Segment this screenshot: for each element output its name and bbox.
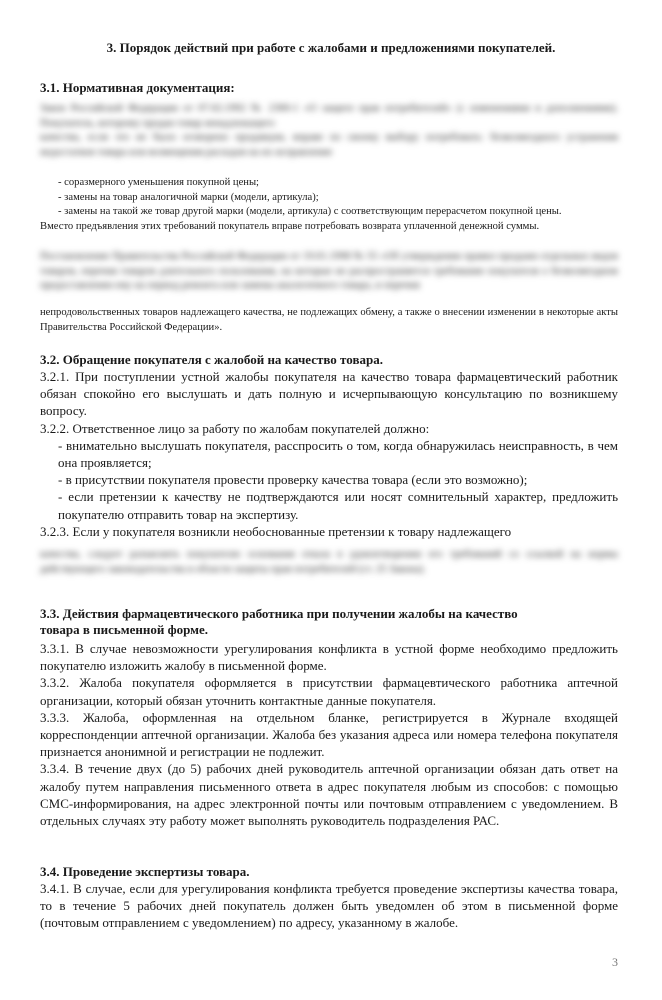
blurred-text-block-mid (40, 250, 618, 294)
paragraph-3-2-3: 3.2.3. Если у покупателя возникли необоснованные претензии к товару надлежащего (40, 523, 512, 539)
duty-item: - внимательно выслушать покупателя, расспросить о том, когда обнаружилась неисправность, в чем она проявляется; (58, 437, 618, 471)
blurred-text-block-bottom: качества, следует разъяснить покупателю основания отказа в удовлетворении его требований со ссылкой на нормы действующего законодательства в области защиты прав потребителей (ст. 25 Закона). (40, 549, 618, 575)
duty-item: - в присутствии покупателя провести проверку качества товара (если это возможно); (58, 472, 528, 488)
list-item: - замены на товар аналогичной марки (модели, артикула); (58, 191, 319, 203)
heading-3-4: 3.4. Проведение экспертизы товара. (40, 864, 250, 879)
heading-3-3 (40, 606, 618, 638)
paragraph-3-3-2: 3.3.2. Жалоба покупателя оформляется в присутствии фармацевтического работника аптечной организации, который обязан уточнить контактные данные покупателя. (40, 675, 618, 708)
heading-3-2: 3.2. Обращение покупателя с жалобой на качество товара. (40, 352, 383, 367)
list-item: - замены на такой же товар другой марки (модели, артикула) с соответствующим перерасчетом покупной цены. (58, 206, 562, 218)
paragraph-3-3-1: 3.3.1. В случае невозможности урегулирования конфликта в устной форме необходимо предложить покупателю изложить жалобу в письменной форме. (40, 641, 618, 674)
remedy-list (40, 176, 618, 234)
blurred-line: Закон Российской Федерации от 07.02.1992 № 2300-1 «О защите прав потребителей» (с изменениями и дополнениями). Покупатель, которому продан товар ненадлежащего (40, 103, 618, 129)
paragraph-3-4-1: 3.4.1. В случае, если для урегулирования конфликта требуется проведение экспертизы качества товара, то в течение 5 рабочих дней покупатель должен быть уведомлен об этом в письменной форме (почтовым отправлением с уведомлением) по адресу, указанному в жалобе. (40, 881, 618, 931)
list-item: - соразмерного уменьшения покупной цены; (58, 177, 260, 188)
paragraph-3-2-1: 3.2.1. При поступлении устной жалобы покупателя на качество товара фармацевтический работник обязан спокойно его выслушать и дать полную и исчерпывающую консультацию по возникшему вопросу. (40, 369, 618, 419)
heading-3-3-line-2: товара в письменной форме. (40, 622, 209, 637)
regulation-tail: непродовольственных товаров надлежащего качества, не подлежащих обмену, а также о внесении изменении в некоторые акты Правительства Российской Федерации». (40, 307, 618, 333)
refund-note: Вместо предъявления этих требований покупатель вправе потребовать возврата уплаченной денежной суммы. (40, 220, 540, 232)
blurred-line: Постановление Правительства Российской Федерации от 19.01.1998 № 55 «Об утверждении правил продажи отдельных видов товаров, перечня товаров длительного пользования, на которые не распространяется требование покупателя о безвозмездном предоставлении ему на период ремонта или замены аналогичного товара, и перечня (40, 251, 618, 292)
duty-item: - если претензии к качеству не подтверждаются или носят сомнительный характер, предложить покупателю отправить товар на экспертизу. (58, 489, 618, 522)
heading-3-1: 3.1. Нормативная документация: (40, 80, 235, 95)
section-3-3-body (40, 640, 618, 829)
page-number: 3 (612, 955, 618, 969)
blurred-line: качества, если это не было оговорено продавцом, вправе по своему выбору потребовать: безвозмездного устранения недостатков товара или возмещения расходов на их исправление (40, 132, 618, 158)
section-3-2-body (40, 368, 618, 540)
paragraph-3-3-3: 3.3.3. Жалоба, оформленная на отдельном бланке, регистрируется в Журнале входящей корреспонденции аптечной организации. Жалоба без указания адреса или номера телефона покупателя признается анонимной и регистрации не подлежит. (40, 709, 618, 760)
section-title: 3. Порядок действий при работе с жалобами и предложениями покупателей. (106, 40, 556, 55)
paragraph-3-2-2: 3.2.2. Ответственное лицо за работу по жалобам покупателей должно: (40, 420, 430, 436)
blurred-text-block-top (40, 102, 618, 160)
heading-3-3-line-1: 3.3. Действия фармацевтического работника при получении жалобы на качество (40, 606, 518, 621)
paragraph-3-3-4: 3.3.4. В течение двух (до 5) рабочих дней руководитель аптечной организации обязан дать ответ на жалобу путем направления письменного ответа в адрес покупателя любым из способов: с помощью СМС-информирования, на адрес электронной почты или почтовым отправлением с уведомлением. В отдельных случаях эту работу может выполнять руководитель подразделения РАС. (40, 761, 618, 829)
